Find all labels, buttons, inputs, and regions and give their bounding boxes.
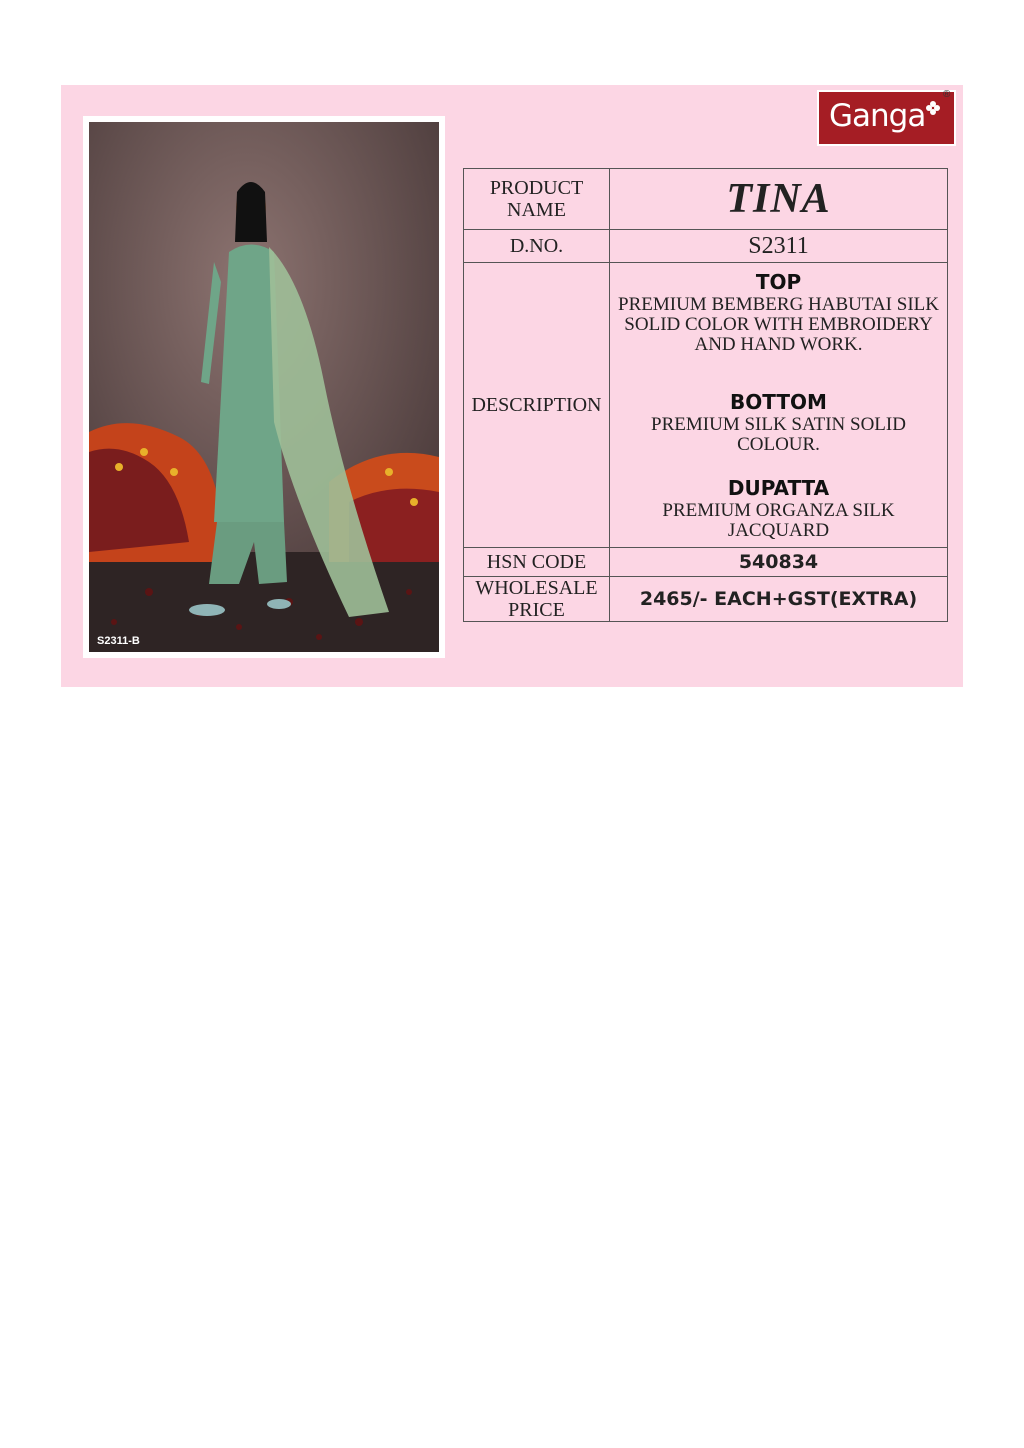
price-label-line-2: PRICE <box>508 599 565 621</box>
top-line-1: PREMIUM BEMBERG HABUTAI SILK <box>618 294 939 315</box>
dno-value: S2311 <box>610 230 948 263</box>
description-label: DESCRIPTION <box>464 263 610 548</box>
bottom-line-1: PREMIUM SILK SATIN SOLID <box>651 414 906 435</box>
brand-name: Ganga <box>829 98 926 134</box>
brand-logo <box>817 90 956 146</box>
flower-icon <box>926 101 940 115</box>
product-photo-frame <box>83 116 445 658</box>
top-line-3: AND HAND WORK. <box>694 334 863 355</box>
catalog-panel <box>61 85 963 687</box>
price-value: 2465/- EACH+GST(EXTRA) <box>610 577 948 622</box>
row-dno <box>464 230 948 263</box>
bottom-heading: BOTTOM <box>730 390 827 414</box>
description-content <box>610 263 948 548</box>
registered-mark: ® <box>943 89 951 100</box>
hsn-value: 540834 <box>610 548 948 577</box>
product-info-table <box>463 168 948 622</box>
row-description <box>464 263 948 548</box>
top-line-2: SOLID COLOR WITH EMBROIDERY <box>624 314 933 335</box>
photo-code-label: S2311-B <box>97 635 140 647</box>
price-label-line-1: WHOLESALE <box>475 577 598 599</box>
row-price <box>464 577 948 622</box>
dupatta-line-1: PREMIUM ORGANZA SILK JACQUARD <box>662 500 895 541</box>
row-hsn <box>464 548 948 577</box>
product-photo <box>89 122 439 652</box>
row-product-name <box>464 169 948 230</box>
bottom-line-2: COLOUR. <box>737 434 820 455</box>
dupatta-heading: DUPATTA <box>727 476 830 500</box>
product-name-label: PRODUCT NAME <box>464 169 610 230</box>
dno-label: D.NO. <box>464 230 610 263</box>
product-name: TINA <box>610 169 948 230</box>
top-heading: TOP <box>755 270 802 294</box>
price-label <box>464 577 610 622</box>
hsn-label: HSN CODE <box>464 548 610 577</box>
